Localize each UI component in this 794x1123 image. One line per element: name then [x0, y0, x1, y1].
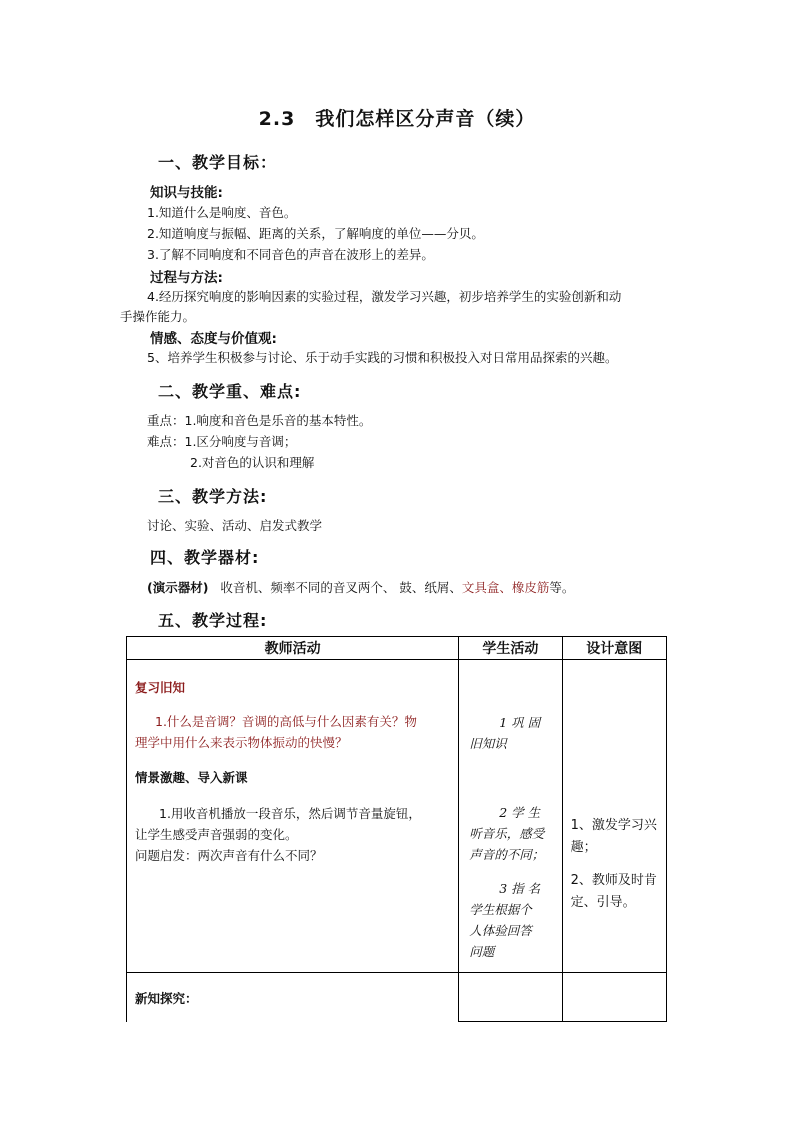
new-knowledge-cell — [127, 973, 459, 1022]
student-activity-3d: 问题 — [469, 944, 495, 959]
student-activity-3c: 人体验回答 — [469, 923, 532, 938]
process-method-heading: 过程与方法: — [150, 270, 223, 286]
knowledge-item-3: 3.了解不同响度和不同音色的声音在波形上的差异。 — [147, 247, 434, 262]
equipment-item-rubber-band: 橡皮筋 — [511, 580, 550, 595]
methods-text: 讨论、实验、活动、启发式教学 — [147, 518, 323, 533]
new-knowledge-heading: 新知探究： — [135, 991, 198, 1006]
student-activity-1b: 旧知识 — [469, 736, 507, 751]
intro-heading: 情景激趣、导入新课 — [135, 770, 248, 785]
table-row — [127, 660, 667, 973]
design-intent-cell — [562, 660, 666, 973]
equipment-separator: 、 — [499, 580, 512, 595]
student-activity-2c: 声音的不同； — [469, 847, 545, 862]
review-question-line-2: 理学中用什么来表示物体振动的快慢？ — [135, 735, 348, 750]
knowledge-item-1: 1.知道什么是响度、音色。 — [147, 205, 297, 220]
emotion-item: 5、培养学生积极参与讨论、乐于动手实践的习惯和积极投入对日常用品探索的兴趣。 — [147, 350, 618, 365]
key-points-heading: 二、教学重、难点: — [158, 382, 302, 401]
intro-line-2: 让学生感受声音强弱的变化。 — [135, 827, 298, 842]
intent-1b: 趣； — [570, 840, 597, 855]
equipment-text: 收音机、频率不同的音叉两个、 鼓、纸屑、 — [220, 580, 462, 595]
page-title: 2.3 我们怎样区分声音（续） — [258, 108, 536, 130]
header-student-activity: 学生活动 — [459, 637, 562, 660]
intro-line-1: 1.用收音机播放一段音乐，然后调节音量旋钮， — [159, 806, 421, 821]
student-activity-3b: 学生根据个 — [469, 902, 532, 917]
review-heading: 复习旧知 — [135, 680, 186, 695]
knowledge-item-2: 2.知道响度与振幅、距离的关系，了解响度的单位——分贝。 — [147, 226, 484, 241]
intent-2b: 定、引导。 — [570, 895, 636, 910]
student-activity-2a: 2 学 生 — [499, 805, 541, 820]
knowledge-heading: 知识与技能: — [150, 185, 223, 201]
design-intent-empty-cell — [562, 973, 666, 1022]
equipment-end: 等。 — [549, 580, 575, 595]
equipment-label: (演示器材) — [147, 580, 209, 595]
student-activity-1a: 1 巩 固 — [499, 715, 541, 730]
process-heading: 五、教学过程: — [158, 611, 268, 630]
process-method-line-1: 4.经历探究响度的影响因素的实验过程，激发学习兴趣，初步培养学生的实验创新和动 — [147, 289, 622, 304]
table-header-row — [127, 637, 667, 660]
student-activity-2b: 听音乐，感受 — [469, 826, 545, 841]
methods-heading: 三、教学方法: — [158, 487, 268, 506]
intent-1a: 1、激发学习兴 — [570, 818, 657, 833]
teacher-activity-cell — [127, 660, 459, 973]
header-teacher-activity: 教师活动 — [127, 637, 459, 660]
equipment-item-stationery-box: 文具盒 — [461, 580, 500, 595]
emotion-heading: 情感、态度与价值观: — [150, 331, 277, 347]
review-question-line-1: 1.什么是音调？音调的高低与什么因素有关？物 — [155, 714, 417, 729]
student-activity-cell — [459, 660, 562, 973]
goals-heading: 一、教学目标： — [158, 153, 278, 172]
table-row — [127, 973, 667, 1022]
equipment-heading: 四、教学器材: — [150, 548, 260, 567]
student-activity-3a: 3 指 名 — [499, 881, 541, 896]
student-activity-empty-cell — [459, 973, 562, 1022]
intent-2a: 2、教师及时肯 — [570, 873, 657, 888]
key-point: 重点：1.响度和音色是乐音的基本特性。 — [147, 413, 372, 428]
process-method-line-2: 手操作能力。 — [120, 309, 196, 324]
header-design-intent: 设计意图 — [562, 637, 666, 660]
teaching-process-table — [126, 636, 667, 1022]
difficult-point-1: 难点：1.区分响度与音调； — [147, 434, 297, 449]
intro-line-3: 问题启发：两次声音有什么不同？ — [135, 848, 323, 863]
difficult-point-2: 2.对音色的认识和理解 — [190, 455, 315, 470]
equipment-line — [147, 578, 574, 596]
